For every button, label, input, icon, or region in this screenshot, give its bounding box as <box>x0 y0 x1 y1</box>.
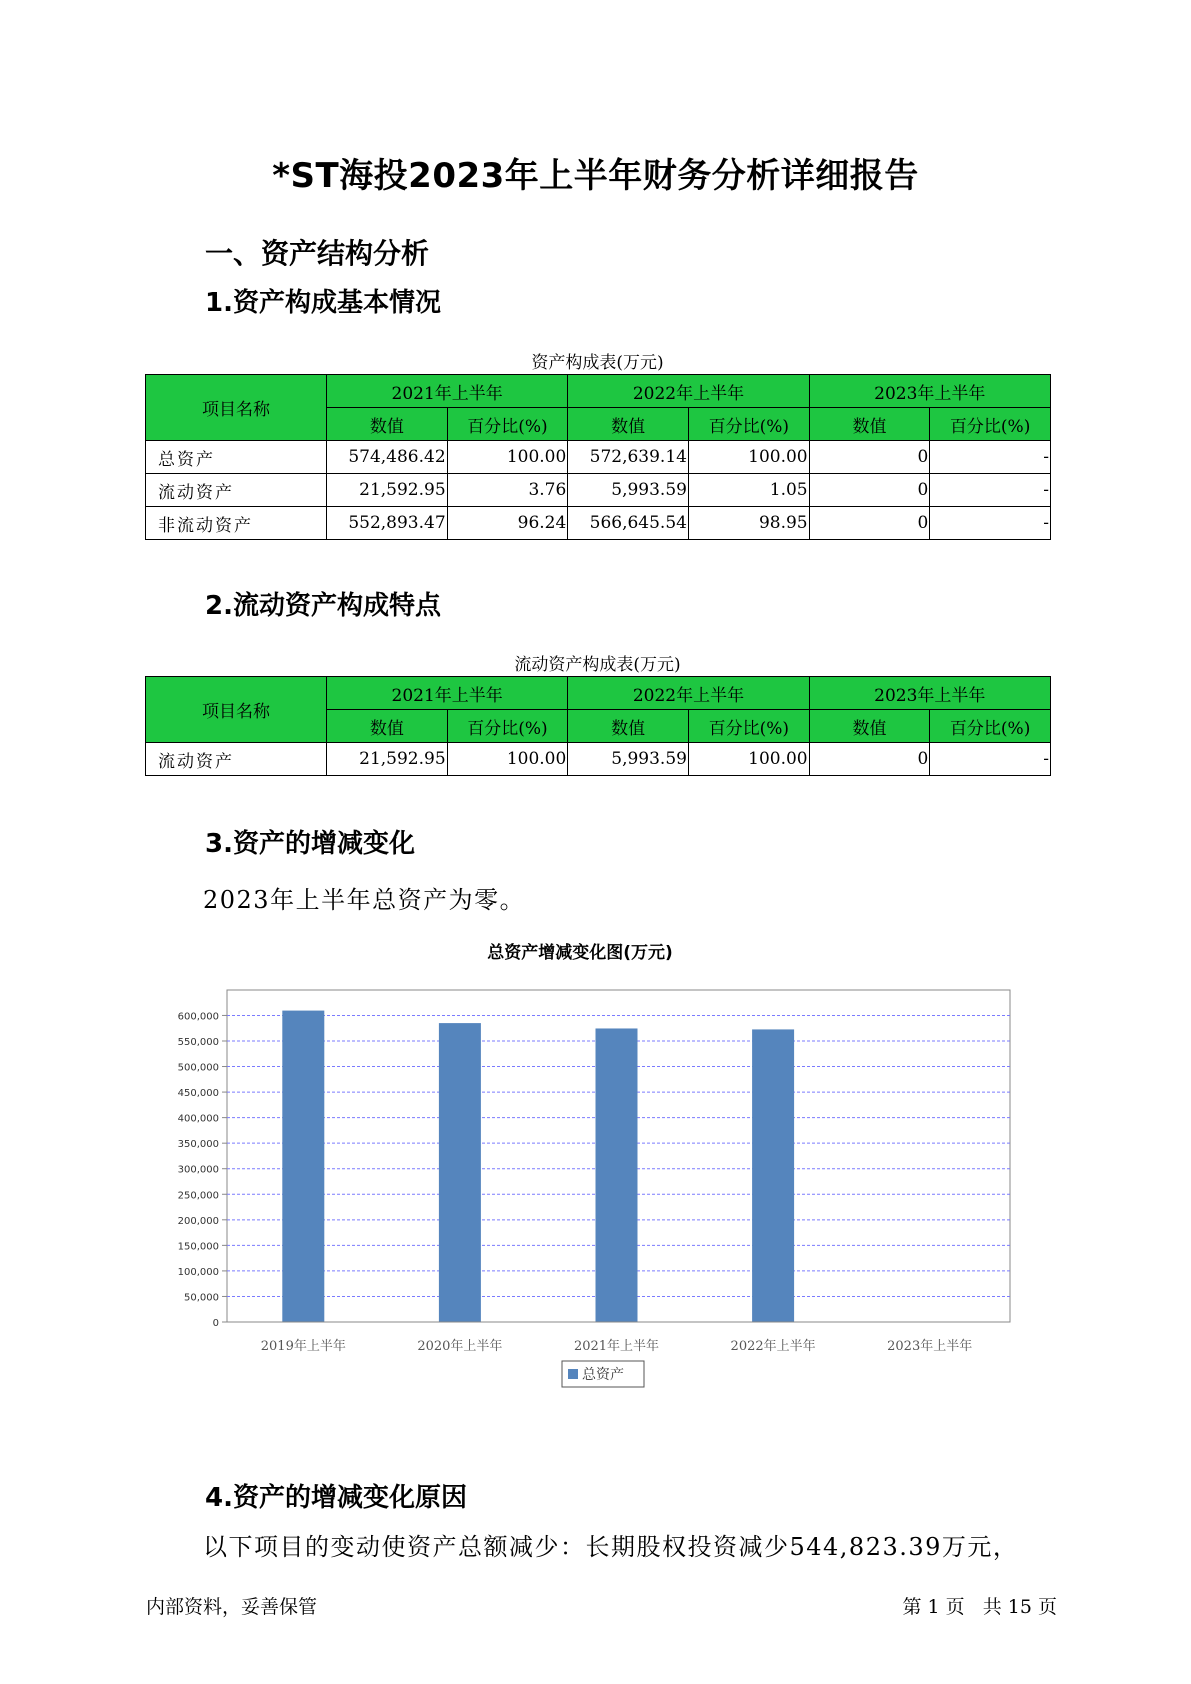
cell-percent: - <box>930 441 1051 474</box>
y-tick-label: 250,000 <box>177 1190 219 1202</box>
header-value: 数值 <box>327 710 448 743</box>
bar <box>752 1029 794 1322</box>
x-tick-label: 2020年上半年 <box>417 1339 503 1354</box>
y-tick-label: 200,000 <box>177 1215 219 1227</box>
current-assets-table <box>145 676 1051 776</box>
cell-percent: 98.95 <box>688 507 809 540</box>
cell-percent: 96.24 <box>447 507 568 540</box>
row-label: 总资产 <box>146 441 327 474</box>
footer-confidential: 内部资料，妥善保管 <box>146 1596 318 1618</box>
cell-value: 572,639.14 <box>568 441 689 474</box>
y-tick-label: 400,000 <box>177 1113 219 1125</box>
y-tick-label: 350,000 <box>177 1139 219 1151</box>
subsection-heading-asset-change: 3.资产的增减变化 <box>205 829 415 859</box>
y-tick-label: 450,000 <box>177 1088 219 1100</box>
total-assets-bar-chart <box>160 940 1020 1410</box>
cell-value: 0 <box>809 441 930 474</box>
header-period: 2023年上半年 <box>809 375 1050 408</box>
header-percent: 百分比(%) <box>688 710 809 743</box>
y-tick-label: 50,000 <box>184 1292 219 1304</box>
header-period: 2022年上半年 <box>568 677 809 710</box>
y-tick-label: 300,000 <box>177 1164 219 1176</box>
header-percent: 百分比(%) <box>688 408 809 441</box>
bar <box>282 1011 324 1322</box>
cell-value: 21,592.95 <box>327 743 448 776</box>
chart-title: 总资产增减变化图(万元) <box>487 943 673 963</box>
cell-percent: 100.00 <box>447 743 568 776</box>
cell-percent: 3.76 <box>447 474 568 507</box>
cell-value: 5,993.59 <box>568 743 689 776</box>
chart-legend <box>562 1361 644 1387</box>
header-percent: 百分比(%) <box>447 408 568 441</box>
legend-swatch <box>568 1369 578 1379</box>
header-period: 2021年上半年 <box>327 677 568 710</box>
cell-value: 0 <box>809 474 930 507</box>
header-percent: 百分比(%) <box>930 408 1051 441</box>
cell-percent: - <box>930 507 1051 540</box>
row-label: 流动资产 <box>146 743 327 776</box>
y-tick-label: 500,000 <box>177 1062 219 1074</box>
x-tick-label: 2019年上半年 <box>260 1339 346 1354</box>
x-tick-label: 2021年上半年 <box>573 1339 660 1354</box>
row-label: 非流动资产 <box>146 507 327 540</box>
header-period: 2022年上半年 <box>568 375 809 408</box>
x-tick-label: 2023年上半年 <box>887 1339 973 1354</box>
header-percent: 百分比(%) <box>447 710 568 743</box>
y-tick-label: 150,000 <box>177 1241 219 1253</box>
asset-composition-table <box>145 374 1051 540</box>
change-reason-paragraph: 以下项目的变动使资产总额减少：长期股权投资减少544,823.39万元， <box>203 1533 1019 1561</box>
table-row <box>146 441 1051 474</box>
cell-percent: 1.05 <box>688 474 809 507</box>
header-item-name: 项目名称 <box>146 677 327 743</box>
asset-change-paragraph: 2023年上半年总资产为零。 <box>203 886 526 914</box>
header-period: 2021年上半年 <box>327 375 568 408</box>
header-period: 2023年上半年 <box>809 677 1050 710</box>
y-tick-label: 550,000 <box>177 1036 219 1048</box>
header-value: 数值 <box>327 408 448 441</box>
cell-value: 0 <box>809 507 930 540</box>
cell-percent: - <box>930 474 1051 507</box>
y-tick-label: 600,000 <box>177 1011 219 1023</box>
table1-caption: 资产构成表(万元) <box>531 353 664 373</box>
row-label: 流动资产 <box>146 474 327 507</box>
y-tick-label: 100,000 <box>177 1266 219 1278</box>
cell-value: 574,486.42 <box>327 441 448 474</box>
cell-value: 21,592.95 <box>327 474 448 507</box>
cell-value: 0 <box>809 743 930 776</box>
subsection-heading-change-reason: 4.资产的增减变化原因 <box>205 1483 467 1513</box>
document-title: *ST海投2023年上半年财务分析详细报告 <box>272 156 919 196</box>
cell-value: 5,993.59 <box>568 474 689 507</box>
subsection-heading-current-assets: 2.流动资产构成特点 <box>205 591 441 621</box>
subsection-heading-asset-composition: 1.资产构成基本情况 <box>205 288 441 318</box>
section-heading-asset-structure: 一、资产结构分析 <box>205 237 430 270</box>
x-tick-label: 2022年上半年 <box>730 1339 816 1354</box>
header-value: 数值 <box>809 408 930 441</box>
cell-value: 566,645.54 <box>568 507 689 540</box>
y-tick-label: 0 <box>212 1318 219 1329</box>
bar <box>596 1028 638 1322</box>
header-value: 数值 <box>568 710 689 743</box>
header-item-name: 项目名称 <box>146 375 327 441</box>
legend-label: 总资产 <box>582 1367 624 1383</box>
bar <box>439 1023 481 1322</box>
table-row <box>146 474 1051 507</box>
table-row <box>146 743 1051 776</box>
cell-percent: 100.00 <box>688 743 809 776</box>
header-value: 数值 <box>568 408 689 441</box>
footer-page-number: 第 1 页 共 15 页 <box>902 1596 1057 1618</box>
header-value: 数值 <box>809 710 930 743</box>
cell-value: 552,893.47 <box>327 507 448 540</box>
table-row <box>146 507 1051 540</box>
header-percent: 百分比(%) <box>930 710 1051 743</box>
cell-percent: 100.00 <box>447 441 568 474</box>
table2-caption: 流动资产构成表(万元) <box>514 655 681 675</box>
cell-percent: 100.00 <box>688 441 809 474</box>
cell-percent: - <box>930 743 1051 776</box>
